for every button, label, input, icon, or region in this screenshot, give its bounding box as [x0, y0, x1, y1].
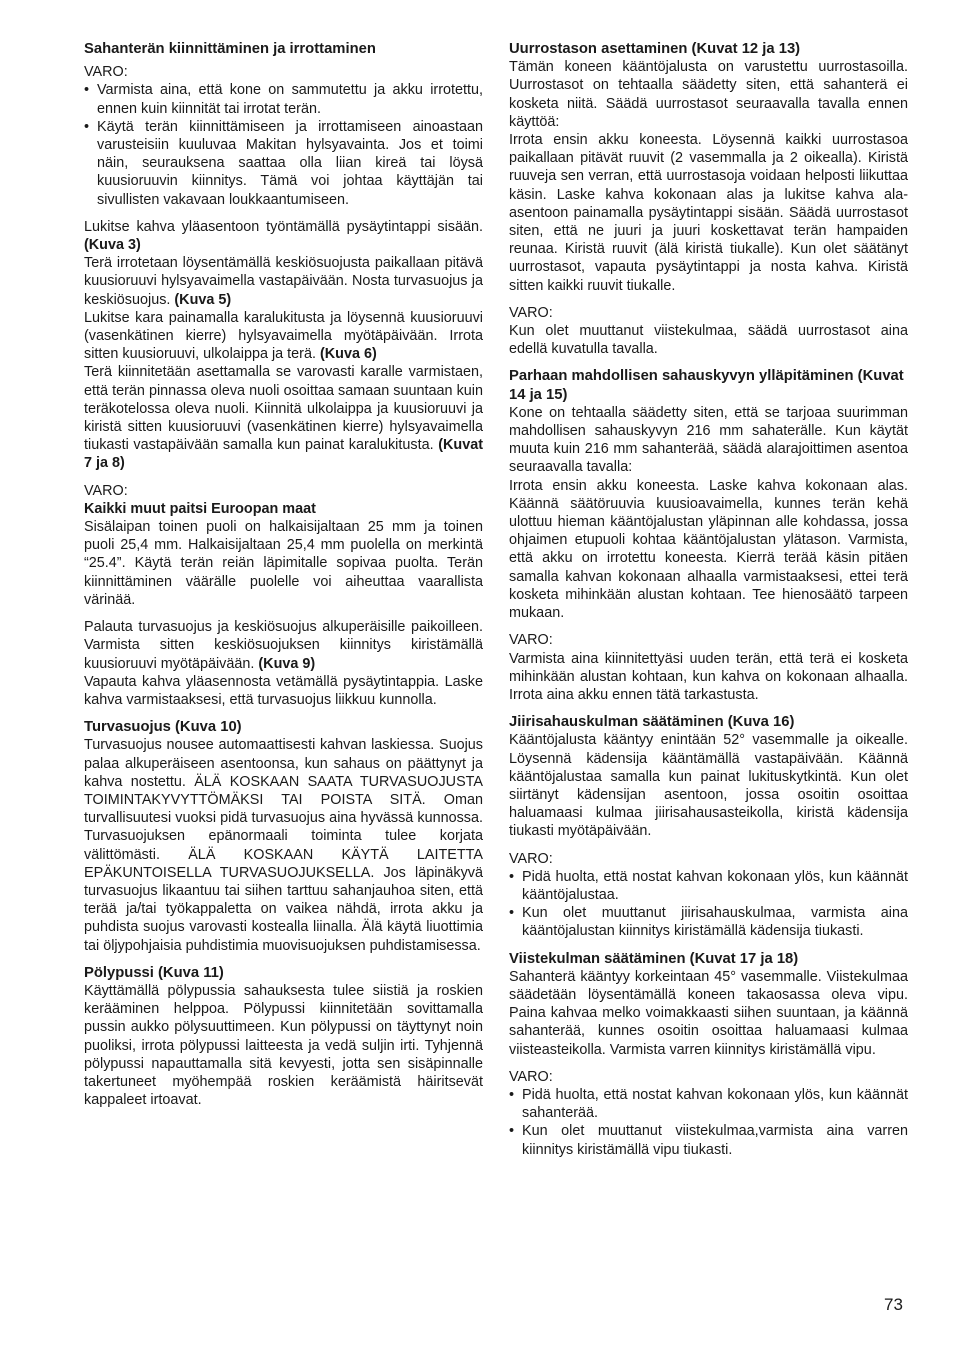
paragraph: Vapauta kahva yläasennosta vetämällä pysäytintappia. Laske kahva varmistaaksesi, että turvasuojus liikkuu kunnolla. — [84, 673, 483, 708]
paragraph: Terä irrotetaan löysentämällä keskiösuojusta paikallaan pitävä kuusioruuvi hylsyavaimella vastapäivään. Nosta turvasuojus ja keskiösuojus. (Kuva 5) — [84, 255, 483, 308]
paragraph: Irrota ensin akku koneesta. Löysennä kaikki uurrostasoa paikallaan pitävät ruuvit (2 vasemmalla ja 2 oikealla). Kiristä ruuveja sen verran, että uurrostasoja voidaan helposti liikuttaa käsin. Laske kahva kokonaan alas ja lukitse kahva ala-asentoon painamalla pysäytintappi sisään. Säädä uurrostasot siten, että ne juuri ja juuri koskettavat terän hampaiden reunaa. Kiristä ruuvit (älä kiristä tiukalle). Kun olet säätänyt uurrostasot, vapauta pysäytintappi ja nosta kahva. Kiristä sitten kaikki ruuvit tiukalle. — [509, 132, 908, 294]
caution-label: VARO: — [509, 304, 553, 321]
paragraph: Sisälaipan toinen puoli on halkaisijaltaan 25 mm ja toinen puoli 25,4 mm. Halkaisijaltaan 25,4 mm puolella on merkintä “25.4”. Käytä terän reiän läpimitalle sopivaa puolta. Terän kiinnittäminen väärälle puolelle voi aiheuttaa vaarallista värinää. — [84, 519, 483, 608]
section-title-cutting-capacity: Parhaan mahdollisen sahauskyvyn ylläpitäminen (Kuvat 14 ja 15) — [509, 368, 904, 403]
bullet-icon: • — [509, 868, 515, 885]
caution-label: VARO: — [509, 1068, 553, 1085]
caution-label: VARO: — [84, 64, 128, 81]
section-title-bevel-angle: Viistekulman säätäminen (Kuvat 17 ja 18) — [509, 950, 799, 967]
paragraph: Irrota ensin akku koneesta. Laske kahva kokonaan alas. Käännä säätöruuvia kuusioavaimella, kunnes terän kehä ulottuu hieman kääntöjalustan yläpinnan alle kohdassa, jossa ohjaimen etupuoli kohtaa kääntöjalustan ylätason. Varmista, että akku on irrotettu koneesta. Kierrä terää käsin pitäen samalla kahvan kokonaan alhaalla varmistaaksesi, ettei terä kosketa mihinkään alustan kohtaan. Tee hienosäätö tarpeen mukaan. — [509, 477, 908, 622]
subheading: Kaikki muut paitsi Euroopan maat — [84, 500, 316, 517]
bullet-icon: • — [84, 82, 90, 99]
bullet-item: • Pidä huolta, että nostat kahvan kokonaan ylös, kun käännät sahanterää. — [509, 1086, 908, 1122]
bullet-item: • Käytä terän kiinnittämiseen ja irrottamiseen ainoastaan varusteisiin kuuluvaa Makitan hylsyavainta. Jos et toimi näin, seurauksena saattaa olla liian kireä tai löysä kuusioruuvin kiinnitys. Tämä voi johtaa käyttäjän tai sivullisten vakavaan loukkaantumiseen. — [84, 118, 483, 208]
bullet-icon: • — [84, 118, 90, 135]
paragraph: Kääntöjalusta kääntyy enintään 52° vasemmalle ja oikealle. Löysennä kädensija kääntämällä vastapäivään. Käännä kääntöjalustaa samalla kun painat lukituskytkintä. Kun olet siirtänyt kädensijan asentoon, jossa osoitin osoittaa haluamaasi kulmaa jiirisahausasteikolla, kiristä kädensija tiukasti myötäpäivään. — [509, 732, 908, 840]
bullet-item: • Pidä huolta, että nostat kahvan kokonaan ylös, kun käännät kääntöjalustaa. — [509, 868, 908, 903]
paragraph: Varmista aina kiinnitettyäsi uuden terän, että terä ei kosketa mihinkään alustan kohtaan, kun kahva on kokonaan alhaalla. Irrota aina akku ennen tätä tarkastusta. — [509, 650, 908, 703]
page-number: 73 — [884, 1295, 903, 1314]
bullet-item: • Varmista aina, että kone on sammutettu ja akku irrotettu, ennen kuin kiinnität tai irrotat terän. — [84, 82, 483, 117]
figure-ref: (Kuvat 7 ja 8) — [84, 437, 483, 472]
bullet-item: • Kun olet muuttanut jiirisahauskulmaa, varmista aina kääntöjalustan kiinnitys kiristämällä kädensija tiukasti. — [509, 905, 908, 940]
section-title-blade-installation: Sahanterän kiinnittäminen ja irrottaminen — [84, 41, 376, 57]
paragraph: Tämän koneen kääntöjalusta on varustettu uurrostasoilla. Uurrostasot on tehtaalla säädetty siten, että sahanterä ei kosketa niitä. Säädä uurrostasot seuraavalla tavalla ennen käyttöä: — [509, 59, 908, 130]
bullet-icon: • — [509, 1123, 515, 1140]
bullet-icon: • — [509, 1086, 515, 1103]
section-title-dust-bag: Pölypussi (Kuva 11) — [84, 964, 224, 981]
figure-ref: (Kuva 5) — [174, 291, 232, 308]
caution-label: VARO: — [84, 482, 128, 499]
caution-label: VARO: — [509, 632, 553, 649]
right-column — [509, 40, 908, 1159]
paragraph: Lukitse kara painamalla karalukitusta ja löysennä kuusioruuvi (vasenkätinen kierre) hylsyavaimella myötäpäivään. Irrota sitten kuusioruuvi, ulkolaippa ja terä. (Kuva 6) — [84, 309, 483, 363]
figure-ref: (Kuva 9) — [258, 655, 316, 672]
left-column — [84, 40, 483, 1109]
section-title-safety-guard: Turvasuojus (Kuva 10) — [84, 719, 242, 736]
paragraph: Sahanterä kääntyy korkeintaan 45° vasemmalle. Viistekulmaa säädetään löysentämällä koneen takaosassa oleva vipu. Paina kahvaa melko voimakkaasti siihen suuntaan, ja käännä sahanterää, kunnes osoitin osoittaa haluamaasi kulmaa viisteasteikolla. Varmista varren kiinnitys kiristämällä vipu. — [509, 968, 908, 1058]
paragraph: Käyttämällä pölypussia sahauksesta tulee siistiä ja roskien kerääminen helppoa. Pölypussi kiinnitetään sovittamalla pussin aukko pölysuuttimeen. Kun pölypussi on täyttynyt noin puoliksi, irrota pölypussi laitteesta ja vedä suljin irti. Tyhjennä pölypussi napauttamalla sitä kevyesti, jotta sen sisäpinnalle takertuneet myöhempää roskien keräämistä häiritsevät kappaleet irtoavat. — [84, 982, 483, 1109]
caution-label: VARO: — [509, 850, 553, 867]
section-title-miter-angle: Jiirisahauskulman säätäminen (Kuva 16) — [509, 714, 795, 731]
bullet-item: • Kun olet muuttanut viistekulmaa,varmista aina varren kiinnitys kiristämällä vipu tiukasti. — [509, 1123, 908, 1158]
paragraph: Lukitse kahva yläasentoon työntämällä pysäytintappi sisään. (Kuva 3) — [84, 218, 483, 254]
paragraph: Turvasuojus nousee automaattisesti kahvan laskiessa. Suojus palaa alkuperäiseen asentoonsa, kun sahaus on päättynyt ja kahva nostettu. ÄLÄ KOSKAAN SAATA TURVASUOJUSTA TOIMINTAKYVYTTÖMÄKSI TAI POISTA SITÄ. Oman turvallisuutesi vuoksi pidä turvasuojus aina hyvässä kunnossa. Turvasuojuksen epänormaali toiminta tulee korjata välittömästi. ÄLÄ KOSKAAN KÄYTÄ LAITETTA EPÄKUNTOISELLA TURVASUOJUKSELLA. Jos läpinäkyvä turvasuojus likaantuu tai siihen tarttuu sahanjauhoa siten, että terää ja/tai työkappaletta on vaikea nähdä, irrota akku ja puhdista suojus varovasti kostealla liinalla. Älä käytä liuottimia tai öljypohjaisia puhdistimia muovisuojuksen puhdistamisessa. — [84, 737, 483, 954]
paragraph: Terä kiinnitetään asettamalla se varovasti karalle varmistaen, että terän pinnassa oleva nuoli osoittaa samaan suuntaan kuin teräkotelossa oleva nuoli. Kiinnitä ulkolaippa ja kuusioruuvi ja kiristä sitten kuusioruuvi (vasenkätinen kierre) hylsyavaimella tiukasti vastapäivään samalla kun painat karalukitusta. (Kuvat 7 ja 8) — [84, 364, 483, 472]
bullet-icon: • — [509, 905, 515, 922]
paragraph: Palauta turvasuojus ja keskiösuojus alkuperäisille paikoilleen. Varmista sitten keskiösuojuksen kiinnitys kiristämällä kuusioruuvi myötäpäivään. (Kuva 9) — [84, 619, 483, 672]
paragraph: Kone on tehtaalla säädetty siten, että se tarjoaa suurimman mahdollisen sahauskyvyn 216 mm sahaterälle. Kun käytät muuta kuin 216 mm sahanterää, säädä alarajoittimen asentoa seuraavalla tavalla: — [509, 404, 908, 476]
paragraph: Kun olet muuttanut viistekulmaa, säädä uurrostasot aina edellä kuvatulla tavalla. — [509, 323, 908, 358]
figure-ref: (Kuva 6) — [319, 346, 377, 363]
section-title-kerf-board: Uurrostason asettaminen (Kuvat 12 ja 13) — [509, 41, 801, 57]
figure-ref: (Kuva 3) — [84, 237, 141, 254]
